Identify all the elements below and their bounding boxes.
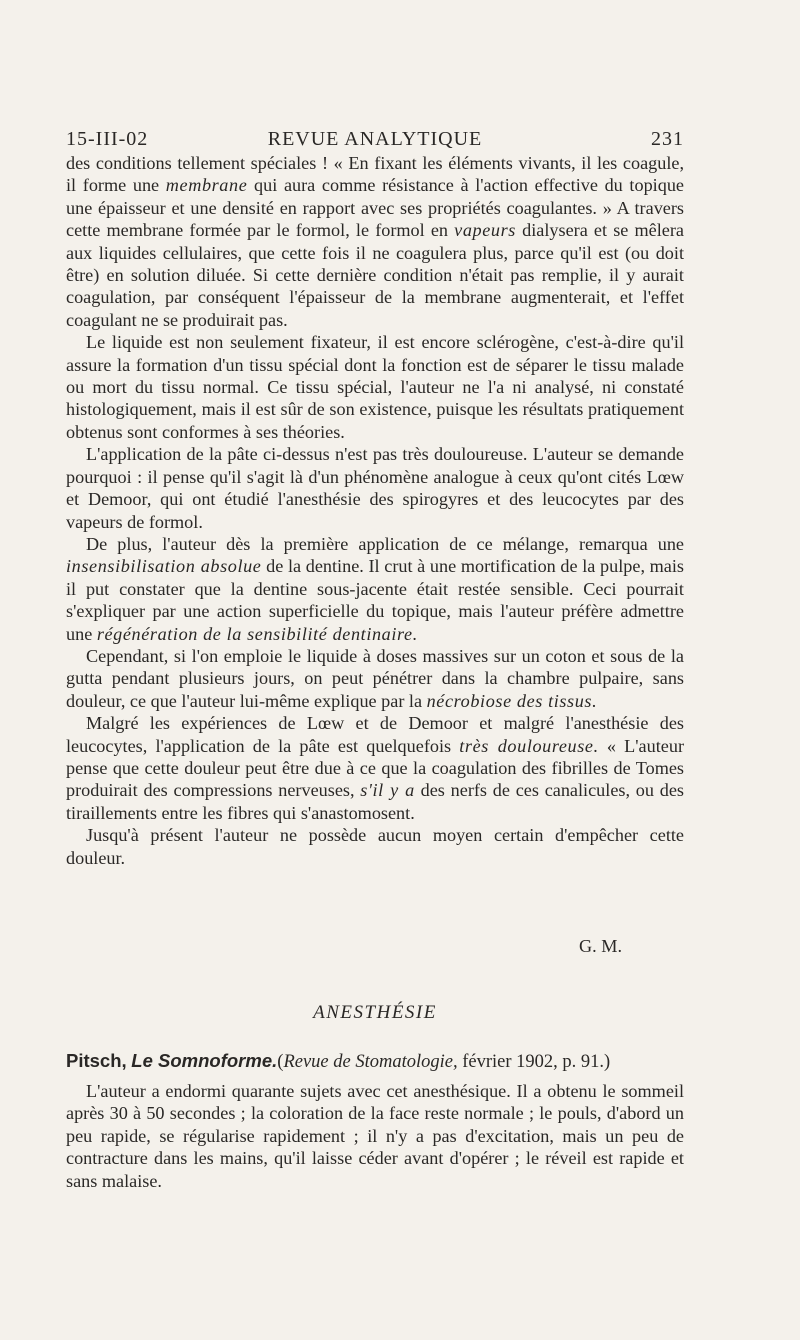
running-head xyxy=(66,128,684,152)
paragraph: L'application de la pâte ci-dessus n'est pas très douloureuse. L'auteur se demande pourquoi : il pense qu'il s'agit là d'un phénomène analogue à ceux qu'ont cités Lœw et Demoor, qui ont étudié l'anesthésie des spirogyres et des leucocytes par des vapeurs de formol. xyxy=(66,444,684,532)
journal-section-title: REVUE ANALYTIQUE xyxy=(267,128,483,150)
citation-details: février 1902, p. 91.) xyxy=(457,1052,611,1072)
paragraph: Le liquide est non seulement fixateur, il est encore sclérogène, c'est-à-dire qu'il assure la formation d'un tissu spécial dont la fonction est de séparer le tissu malade ou mort du tissu normal. Ce tissu spécial, l'auteur ne l'a ni analysé, ni constaté histologiquement, mais il est sûr de son existence, puisque les résultats pratiquement obtenus sont conformes à ses théories. xyxy=(66,332,684,442)
emphasis: très douloureuse. xyxy=(459,735,599,756)
article-summary xyxy=(66,1080,684,1192)
article-title: Le Somnoforme. xyxy=(131,1050,278,1071)
article-author: Pitsch, xyxy=(66,1050,127,1071)
emphasis: vapeurs xyxy=(454,220,516,241)
emphasis: insensibilisation absolue xyxy=(66,556,262,577)
review-body xyxy=(66,152,684,869)
paragraph: Malgré les expériences de Lœw et de Demoor et malgré l'anesthésie des leucocytes, l'application de la pâte est quelquefois très douloureuse. « L'auteur pense que cette douleur peut être due à ce que la coagulation des fibrilles de Tomes produirait des compressions nerveuses, s'il y a des nerfs de ces canalicules, ou des tiraillements entre les fibres qui s'anastomosent. xyxy=(66,713,684,823)
section-heading: ANESTHÉSIE xyxy=(313,1002,437,1023)
citation-open: ( xyxy=(277,1052,284,1072)
emphasis: régénération de la sensibilité dentinaire. xyxy=(96,623,418,644)
emphasis: nécrobiose des tissus. xyxy=(426,690,598,711)
issue-date: 15-III-02 xyxy=(66,128,149,150)
paragraph: De plus, l'auteur dès la première application de ce mélange, remarqua une insensibilisation absolue de la dentine. Il crut à une mortification de la pulpe, mais il put constater que la dentine sous-jacente était restée sensible. Ceci pourrait s'expliquer par une action superficielle du topique, mais l'auteur préfère admettre une régénération de la sensibilité dentinaire. xyxy=(66,533,684,644)
page-number: 231 xyxy=(651,128,684,150)
article-citation xyxy=(66,1050,706,1073)
emphasis: s'il y a xyxy=(360,780,415,801)
reviewer-signature: G. M. xyxy=(579,936,622,956)
journal-name: Revue de Stomatologie, xyxy=(283,1052,458,1072)
paragraph: des conditions tellement spéciales ! « En fixant les éléments vivants, il les coagule, il forme une membrane qui aura comme résistance à l'action effective du topique une épaisseur et une densité en rapport avec ses propriétés coagulantes. » A travers cette membrane formée par le formol, le formol en vapeurs dialysera et se mêlera aux liquides cellulaires, que cette fois il ne coagulera plus, parce qu'il est (ou doit être) en solution diluée. Si cette dernière condition n'était pas remplie, il y aurait coagulation, par conséquent l'épaisseur de la membrane augmenterait, et l'effet coagulant ne se produirait pas. xyxy=(66,153,684,330)
emphasis: membrane xyxy=(165,175,248,196)
paragraph: Jusqu'à présent l'auteur ne possède aucun moyen certain d'empêcher cette douleur. xyxy=(66,825,684,868)
paragraph: L'auteur a endormi quarante sujets avec cet anesthésique. Il a obtenu le sommeil après 30 à 50 secondes ; la coloration de la face reste normale ; le pouls, d'abord un peu rapide, se régularise rapidement ; il n'y a pas d'excitation, mais un peu de contracture dans les mains, qu'il laisse céder avant d'opérer ; le réveil est rapide et sans malaise. xyxy=(66,1081,684,1191)
paragraph: Cependant, si l'on emploie le liquide à doses massives sur un coton et sous de la gutta pendant plusieurs jours, on peut pénétrer dans la chambre pulpaire, sans douleur, ce que l'auteur lui-même explique par la nécrobiose des tissus. xyxy=(66,645,684,711)
